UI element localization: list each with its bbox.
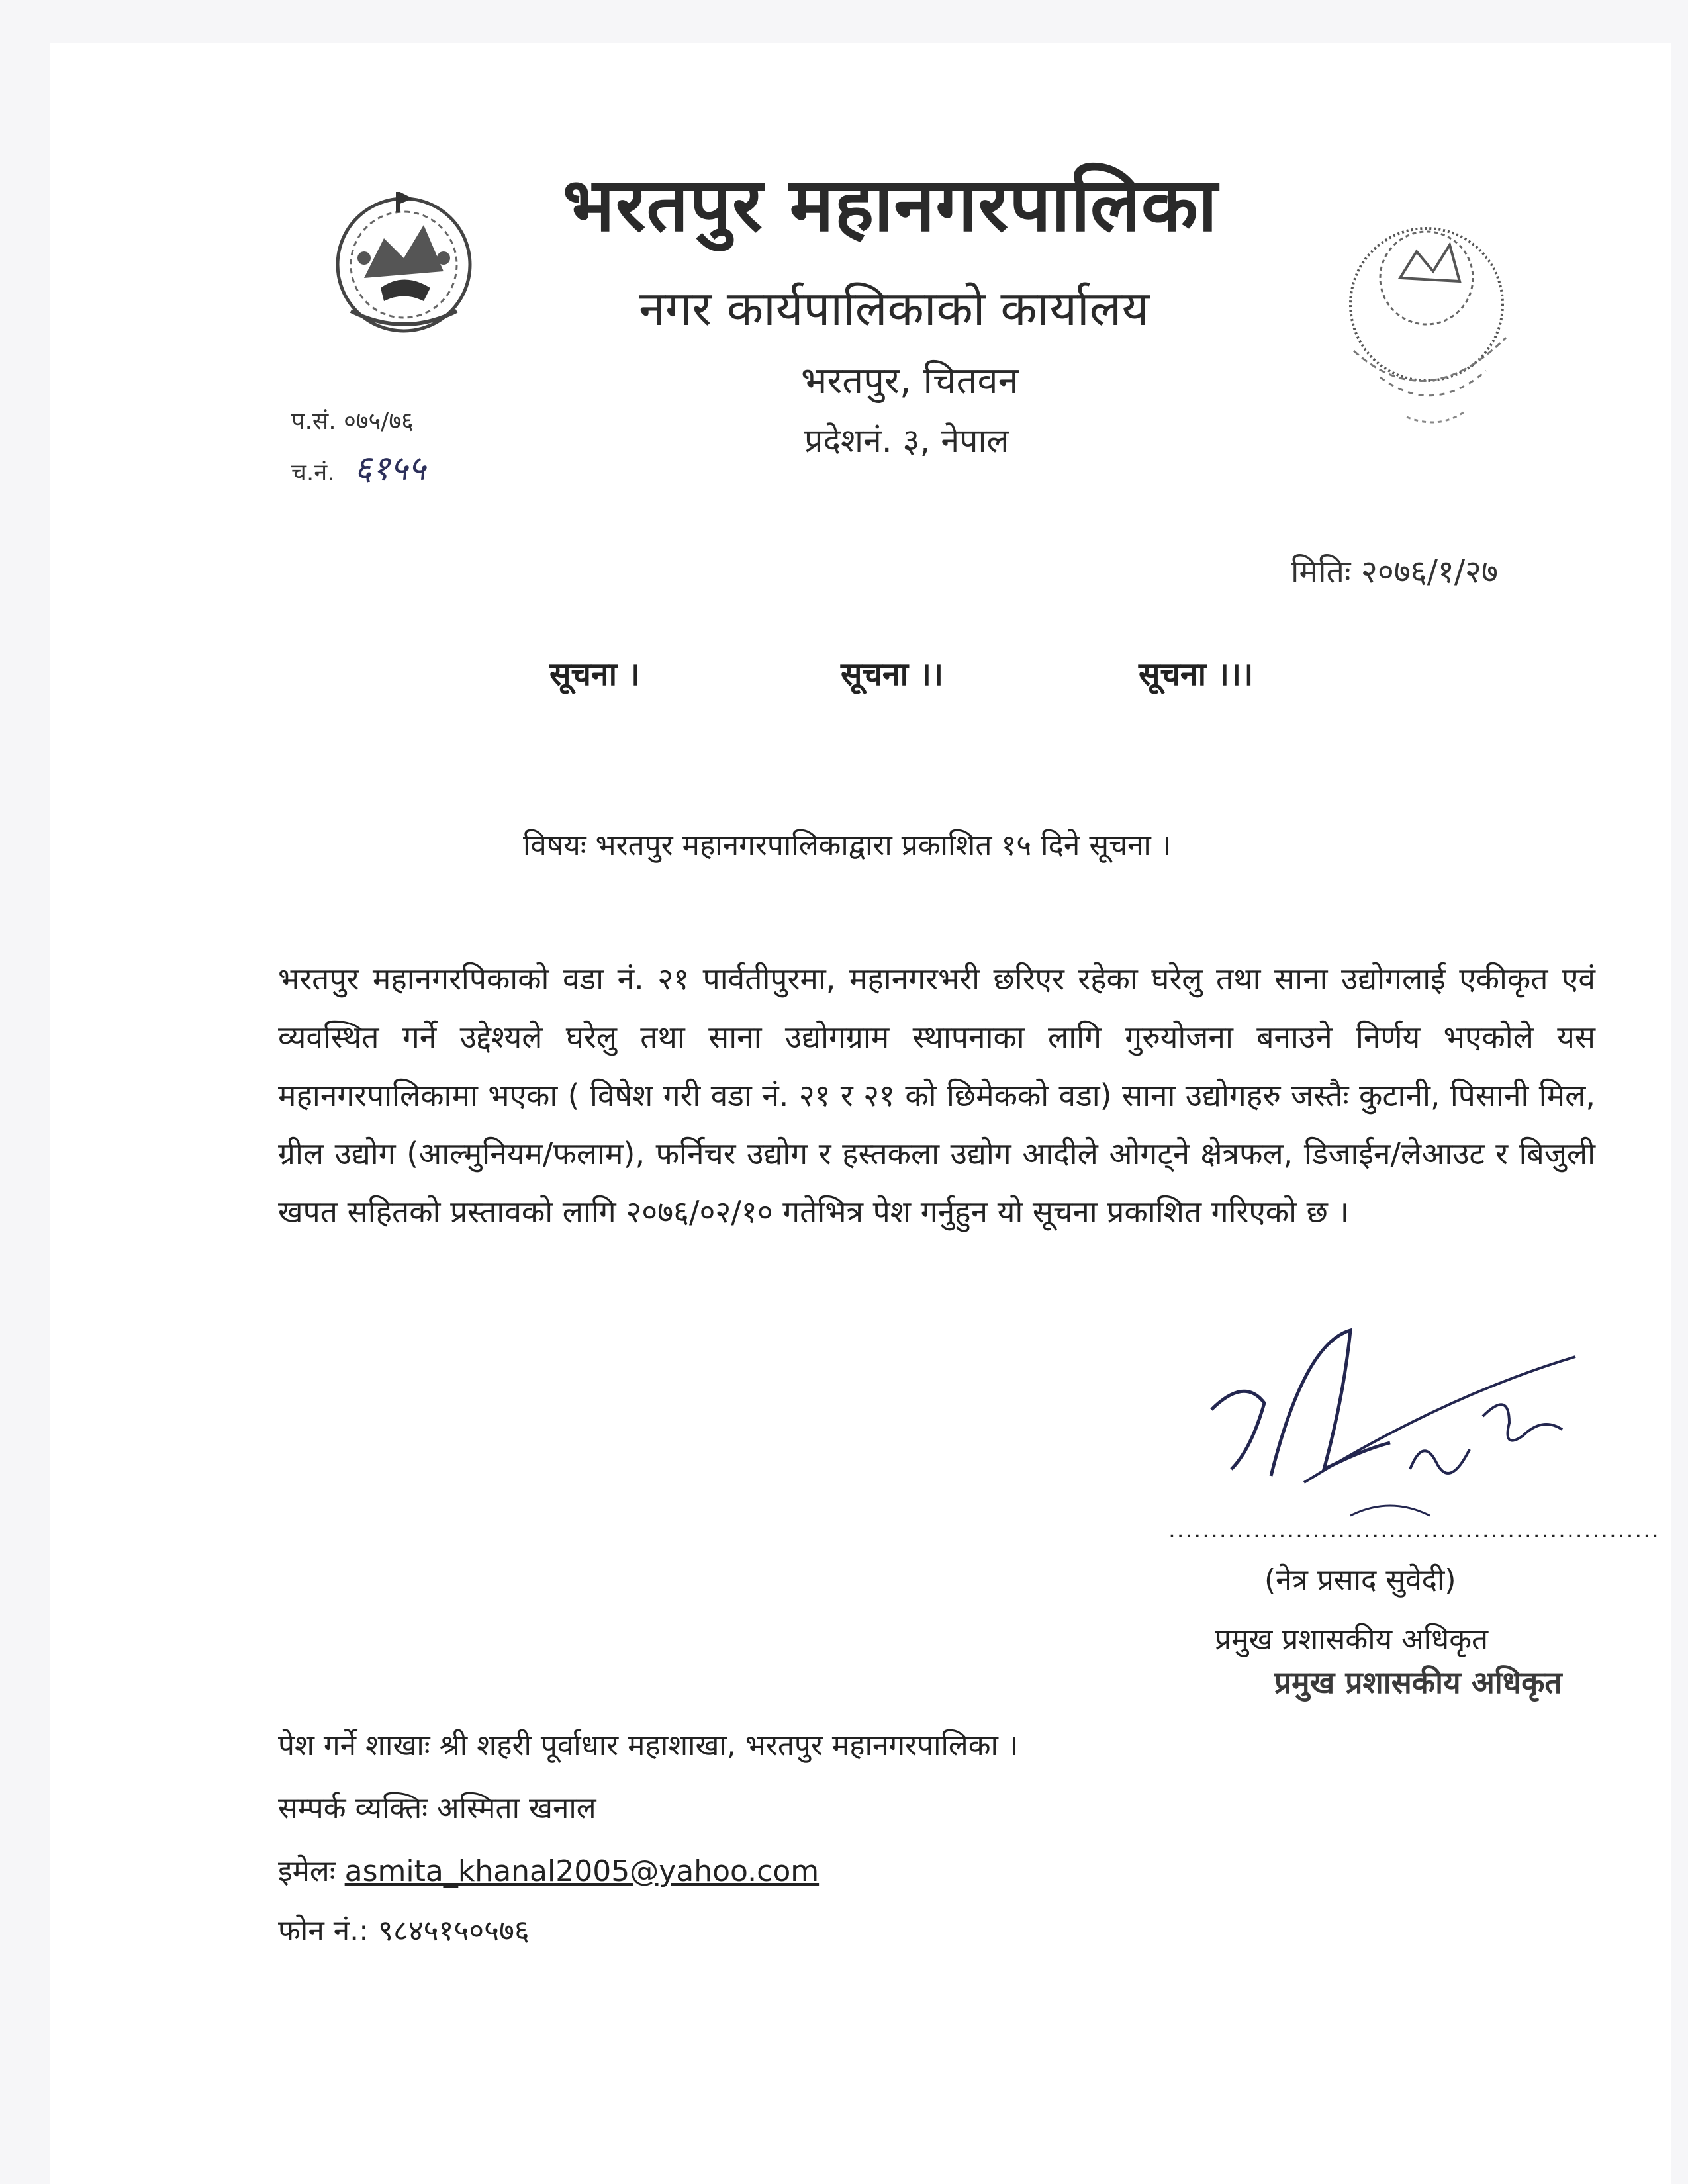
office-city: भरतपुर, चितवन [801, 359, 1019, 402]
handwritten-signature [1192, 1317, 1602, 1542]
dispatch-number: ६१५५ [354, 449, 426, 488]
office-name: नगर कार्यपालिकाको कार्यालय [639, 281, 1150, 336]
phone-number: फोन नं.: ९८४५१५०५७६ [278, 1914, 530, 1948]
dispatch-label: च.नं. [291, 459, 335, 486]
municipality-name: भरतपुर महानगरपालिका [563, 162, 1218, 248]
notice-heading-3: सूचना ।।। [1139, 656, 1254, 693]
notice-heading-2: सूचना ।। [841, 656, 944, 693]
notice-body: भरतपुर महानगरपिकाको वडा नं. २१ पार्वतीपुरमा, महानगरभरी छरिएर रहेका घरेलु तथा साना उद्योगलाई एकीकृत एवं व्यवस्थित गर्ने उद्देश्यले घरेलु तथा साना उद्योगग्राम स्थापनाका लागि गुरुयोजना बनाउने निर्णय भएकोले यस महानगरपालिकामा भएका ( विषेश गरी वडा नं. २१ र २१ को छिमेकको वडा) साना उद्योगहरु जस्तैः कुटानी, पिसानी मिल, ग्रील उद्योग (आल्मुनियम/फलाम), फर्निचर उद्योग र हस्तकला उद्योग आदीले ओगट्ने क्षेत्रफल, डिजाईन/लेआउट र बिजुली खपत सहितको प्रस्तावको लागि २०७६/०२/१० गतेभित्र पेश गर्नुहुन यो सूचना प्रकाशित गरिएको छ । [278, 961, 1595, 1230]
email-line [278, 1850, 819, 1889]
fiscal-year-reference: प.सं. ०७५/७६ [291, 408, 414, 435]
rubber-stamp: प्रमुख प्रशासकीय अधिकृत [1274, 1664, 1562, 1700]
office-province: प्रदेशनं. ३, नेपाल [804, 422, 1009, 460]
office-seal-icon [1307, 205, 1546, 483]
contact-person: सम्पर्क व्यक्तिः अस्मिता खनाल [278, 1792, 596, 1825]
signature-line: .......................................................... [1168, 1517, 1660, 1543]
notice-subject: विषयः भरतपुर महानगरपालिकाद्वारा प्रकाशित १५ दिने सूचना । [523, 829, 1172, 862]
nepal-emblem-icon [324, 179, 483, 351]
notice-heading-1: सूचना । [549, 656, 640, 693]
signatory-title: प्रमुख प्रशासकीय अधिकृत [1215, 1623, 1489, 1657]
submission-branch: पेश गर्ने शाखाः श्री शहरी पूर्वाधार महाशाखा, भरतपुर महानगरपालिका । [278, 1729, 1019, 1762]
email-link[interactable]: asmita_khanal2005@yahoo.com [344, 1854, 820, 1888]
issue-date: मितिः २०७६/१/२७ [1291, 553, 1498, 590]
signatory-name: (नेत्र प्रसाद सुवेदी) [1264, 1563, 1456, 1597]
email-label: इमेलः [278, 1854, 336, 1888]
